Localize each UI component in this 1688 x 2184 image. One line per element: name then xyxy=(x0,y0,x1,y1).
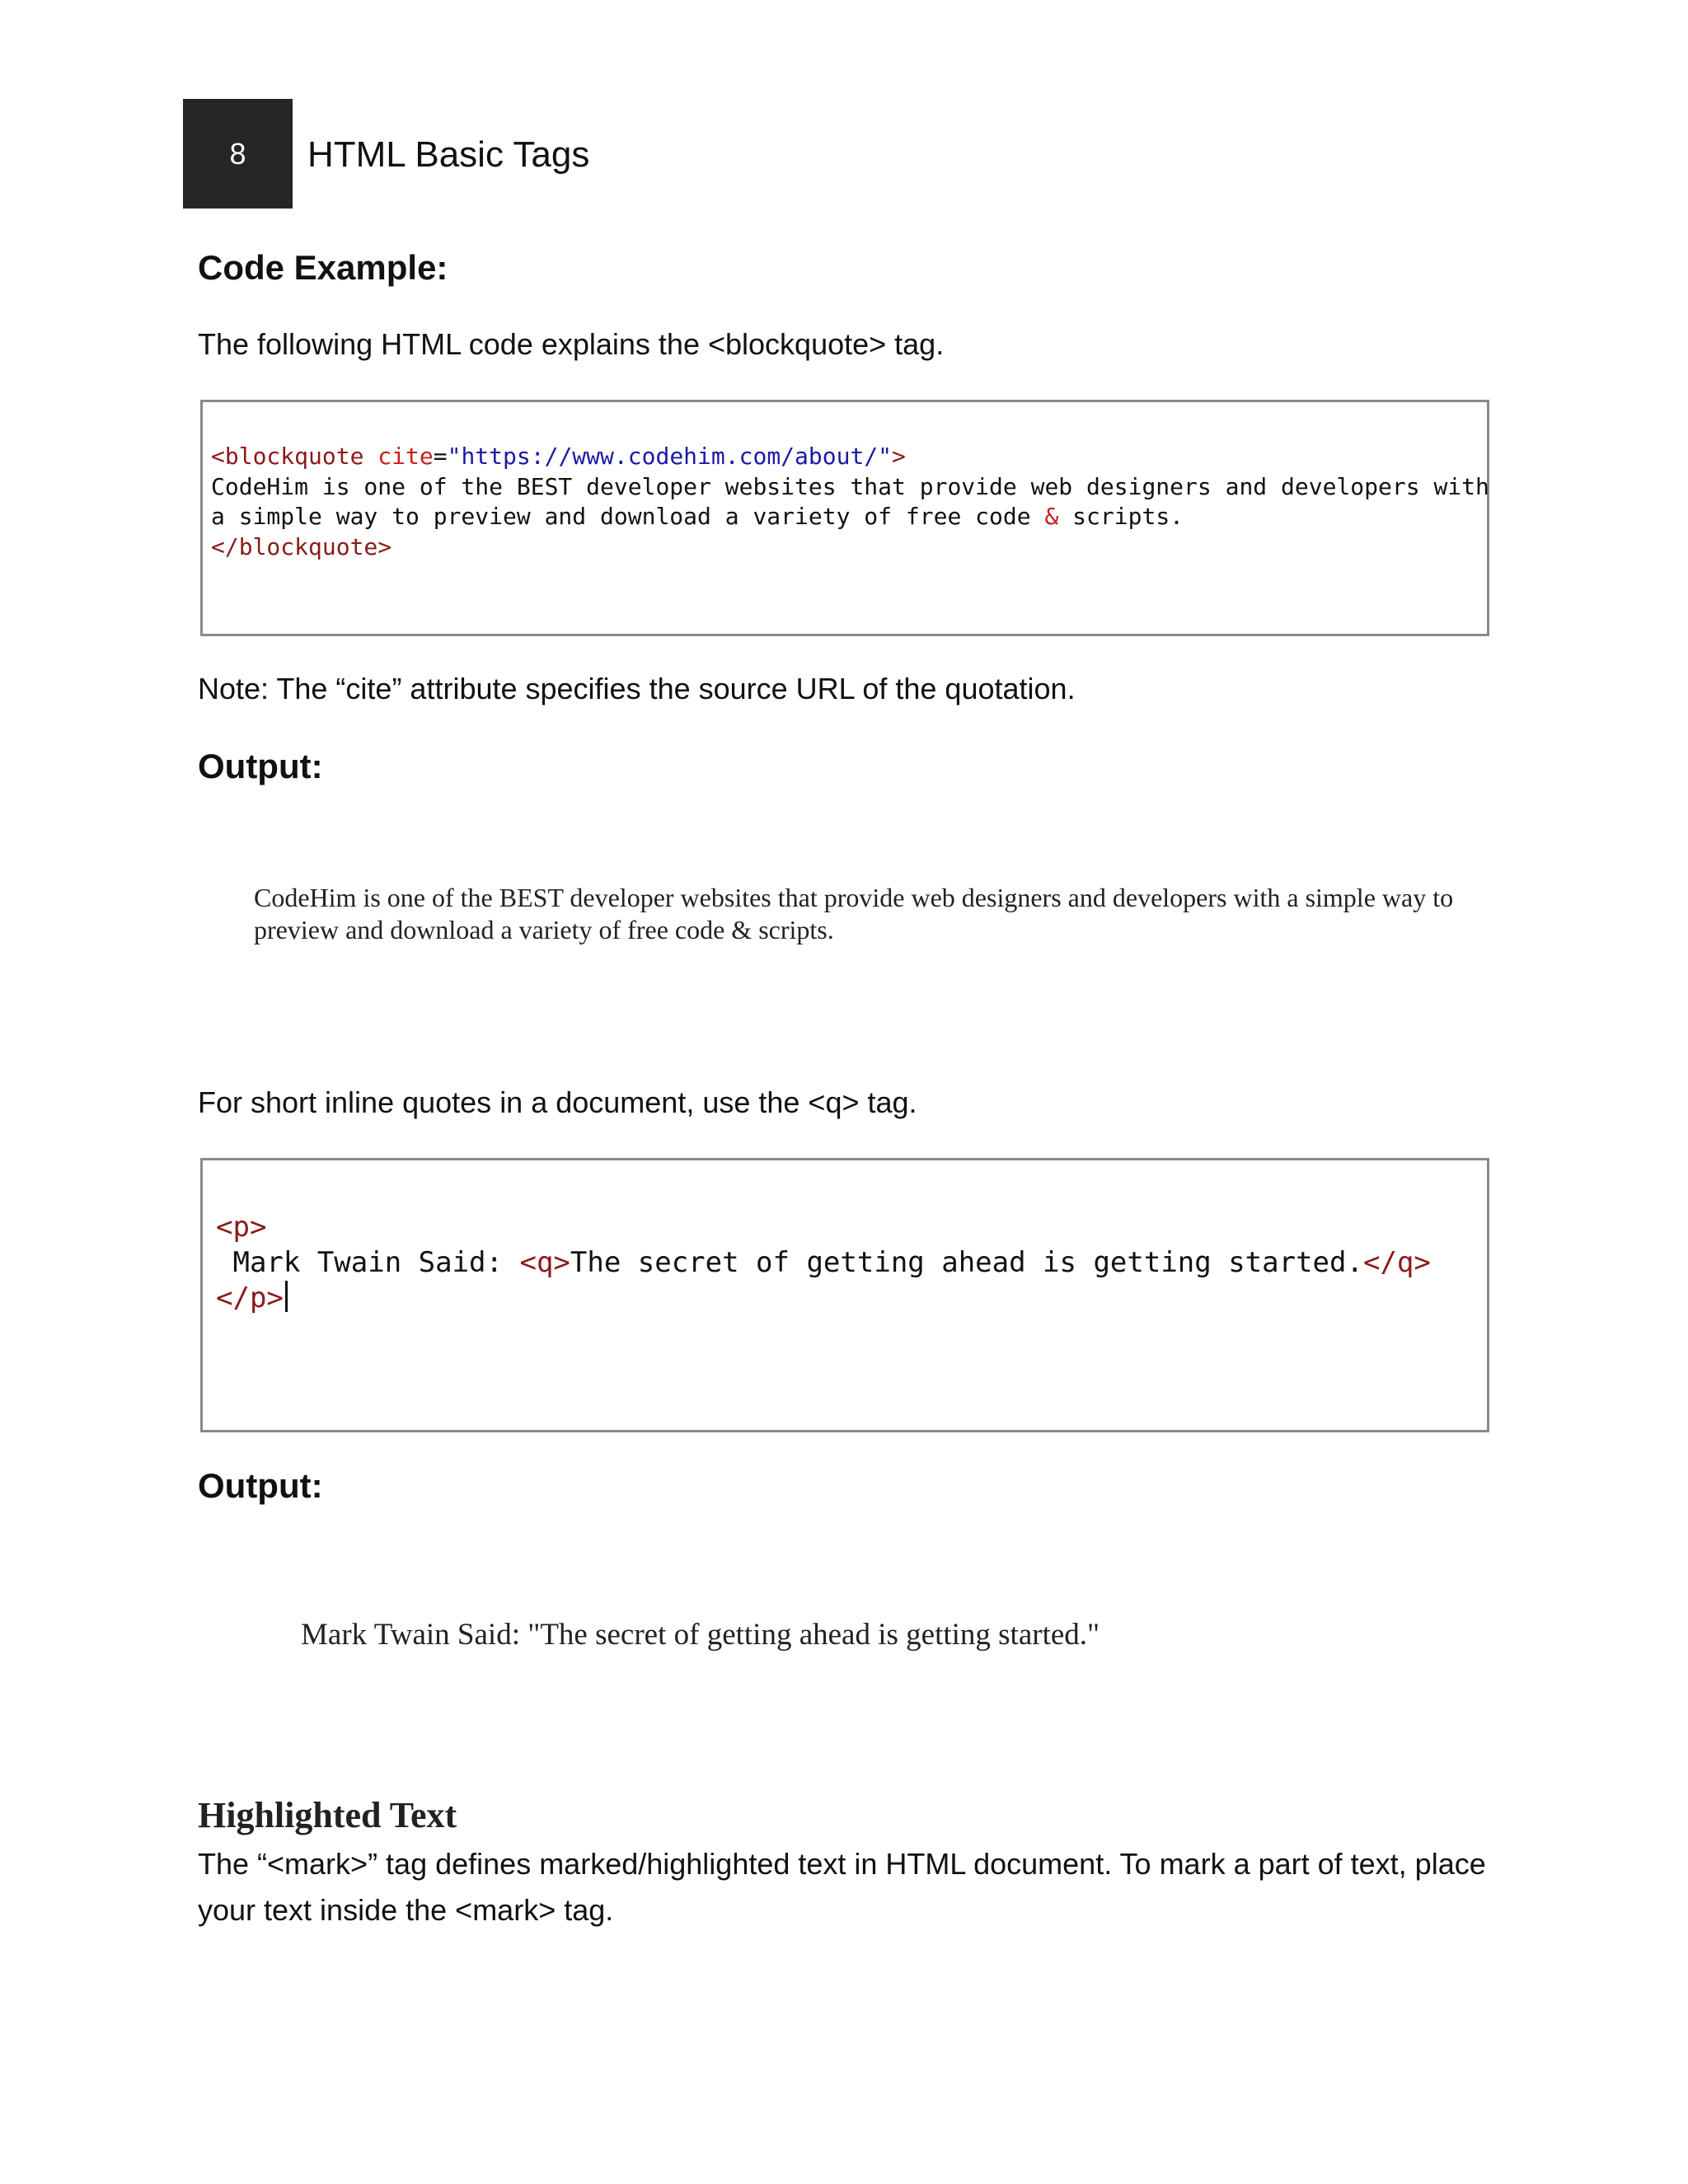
code-line-3b: scripts. xyxy=(1058,503,1184,530)
code-equals: = xyxy=(433,443,448,470)
q-tag-code xyxy=(216,1210,1431,1316)
code-q-close: </q> xyxy=(1362,1246,1431,1279)
output-heading-1: Output: xyxy=(198,747,323,785)
page-number-badge xyxy=(183,99,293,209)
cite-note-text: Note: The “cite” attribute specifies the source URL of the quotation. xyxy=(198,672,1076,705)
output-heading-2: Output: xyxy=(198,1466,323,1505)
mark-tag-description: The “<mark>” tag defines marked/highlighted text in HTML document. To mark a part of text, place your text inside the <mark> tag. xyxy=(198,1847,1486,1927)
code-p-open: <p> xyxy=(216,1211,267,1244)
text-cursor xyxy=(285,1281,288,1312)
q-tag-code-block xyxy=(200,1158,1489,1432)
code-ampersand: & xyxy=(1044,503,1059,530)
code-open-tag-end: > xyxy=(892,443,906,470)
code-quote-text: The secret of getting ahead is getting started. xyxy=(570,1246,1363,1279)
highlighted-text-heading: Highlighted Text xyxy=(198,1795,457,1835)
code-attr-name: cite xyxy=(363,443,434,470)
blockquote-code xyxy=(211,442,1489,562)
blockquote-intro-text: The following HTML code explains the <blockquote> tag. xyxy=(198,327,945,361)
code-example-heading: Code Example: xyxy=(198,248,448,287)
blockquote-code-block xyxy=(200,400,1489,636)
code-attr-value: "https://www.codehim.com/about/" xyxy=(447,443,893,470)
page-number: 8 xyxy=(229,136,246,171)
code-line-3a: a simple way to preview and download a variety of free code xyxy=(211,503,1045,530)
q-tag-intro-text: For short inline quotes in a document, use the <q> tag. xyxy=(198,1085,917,1119)
q-tag-output-text: Mark Twain Said: "The secret of getting ahead is getting started." xyxy=(301,1618,1100,1652)
code-line-2: CodeHim is one of the BEST developer websites that provide web designers and developers with xyxy=(211,472,1489,500)
code-p-close: </p> xyxy=(216,1282,284,1315)
blockquote-output-text: CodeHim is one of the BEST developer websites that provide web designers and developers with a simple way to preview and download a variety of free code & scripts. xyxy=(254,883,1454,944)
code-open-tag: <blockquote xyxy=(211,443,364,470)
code-close-tag: </blockquote> xyxy=(211,532,392,560)
code-text-prefix: Mark Twain Said: xyxy=(216,1246,520,1279)
code-q-open: <q> xyxy=(519,1246,570,1279)
page-header-title: HTML Basic Tags xyxy=(307,134,590,175)
